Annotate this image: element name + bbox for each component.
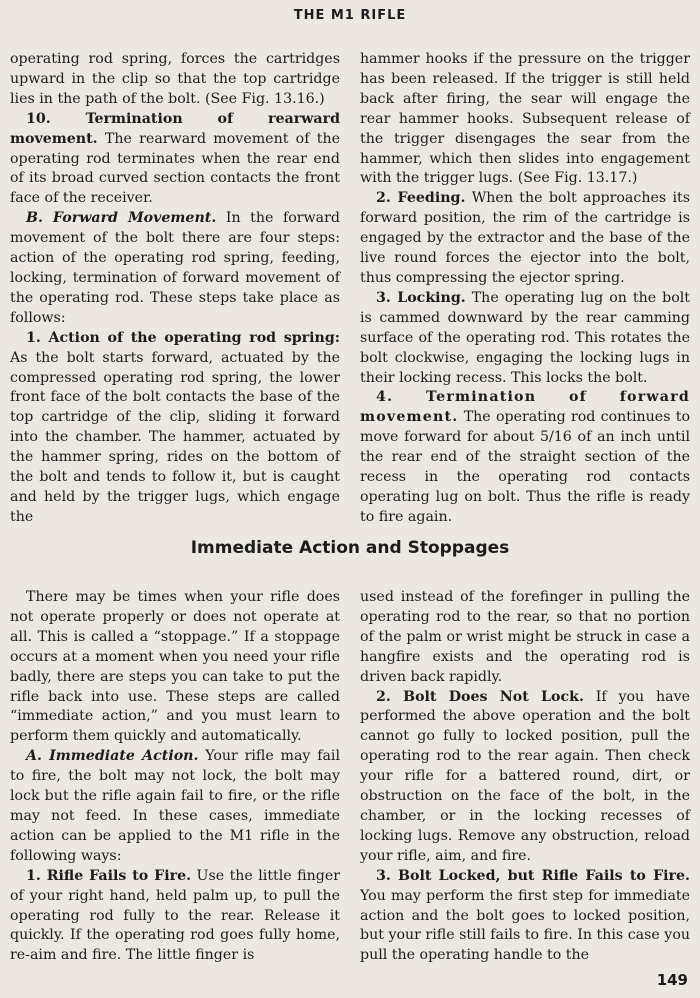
paragraph: B. Forward Movement. In the forward movement of the bolt there are four steps: action of the operating rod spring, feeding, locking, termination of forward movement of the operating rod. These steps take place as follows: <box>10 210 340 326</box>
paragraph: 1. Action of the operating rod spring: As the bolt starts forward, actuated by the compressed operating rod spring, the lower front face of the bolt contacts the base of the top cartridge of the clip, sliding it forward into the chamber. The hammer, actuated by the hammer spring, rides on the bottom of the bolt and tends to follow it, but is caught and held by the trigger lugs, which engage the <box>10 329 340 525</box>
paragraph: operating rod spring, forces the cartridges upward in the clip so that the top cartridge lies in the path of the bolt. (See Fig. 13.16.) <box>10 51 340 107</box>
paragraph: 2. Feeding. When the bolt approaches its forward position, the rim of the cartridge is engaged by the extractor and the base of the live round forces the ejector into the bolt, thus compressing the ejector spring. <box>360 190 690 286</box>
running-title: THE M1 RIFLE <box>293 8 407 23</box>
paragraph: A. Immediate Action. Your rifle may fail to fire, the bolt may not lock, the bolt may lock but the rifle again fail to fire, or the rifle may not feed. In these cases, immediate action can be applied to the M1 rifle in the following ways: <box>10 748 341 864</box>
paragraph: 3. Locking. The operating lug on the bolt is cammed downward by the rear camming surface of the operating rod. This rotates the bolt clockwise, engaging the locking lugs in their locking recess. This locks the bolt. <box>360 289 690 386</box>
paragraph: used instead of the forefinger in pulling the operating rod to the rear, so that no portion of the palm or wrist might be struck in case a hangfire exists and the operating rod is driven back rapidly. <box>360 589 690 685</box>
paragraph: 4. Termination of forward movement. The operating rod continues to move forward for about 5/16 of an inch until the rear end of the straight section of the recess in the operating rod contacts operating lug on bolt. Thus the rifle is ready to fire again. <box>360 389 690 525</box>
page-number: 149 <box>656 971 688 989</box>
paragraph: 3. Bolt Locked, but Rifle Fails to Fire. You may perform the first step for immediate action and the bolt goes to locked position, but your rifle still fails to fire. In this case you pull the operating handle to the <box>360 867 690 964</box>
bottom-left-column <box>10 588 340 966</box>
section-heading: Immediate Action and Stoppages <box>190 538 510 558</box>
paragraph: 2. Bolt Does Not Lock. If you have performed the above operation and the bolt cannot go fully to locked position, pull the operating rod to the rear again. Then check your rifle for a battered round, dirt, or obstruction on the face of the bolt, in the chamber, or in the locking recesses of locking lugs. Remove any obstruction, reload your rifle, aim, and fire. <box>360 688 691 864</box>
paragraph: 1. Rifle Fails to Fire. Use the little finger of your right hand, held palm up, to pull the operating rod fully to the rear. Release it quickly. If the operating rod goes fully home, re-aim and fire. The little finger is <box>10 867 340 964</box>
paragraph: hammer hooks if the pressure on the trigger has been released. If the trigger is still held back after firing, the sear will engage the rear hammer hooks. Subsequent release of the trigger disengages the sear from the hammer, which then slides into engagement with the trigger lugs. (See Fig. 13.17.) <box>360 51 690 187</box>
paragraph: 10. Termination of rearward movement. The rearward movement of the operating rod terminates when the rear end of its broad curved section contacts the front face of the receiver. <box>10 110 340 207</box>
bottom-right-column <box>360 588 690 966</box>
top-right-column <box>360 50 690 528</box>
top-left-column <box>10 50 340 528</box>
paragraph: There may be times when your rifle does not operate properly or does not operate at all. This is called a “stoppage.” If a stoppage occurs at a moment when you need your rifle badly, there are steps you can take to put the rifle back into use. These steps are called “immediate action,” and you must learn to perform them quickly and automatically. <box>10 589 340 745</box>
